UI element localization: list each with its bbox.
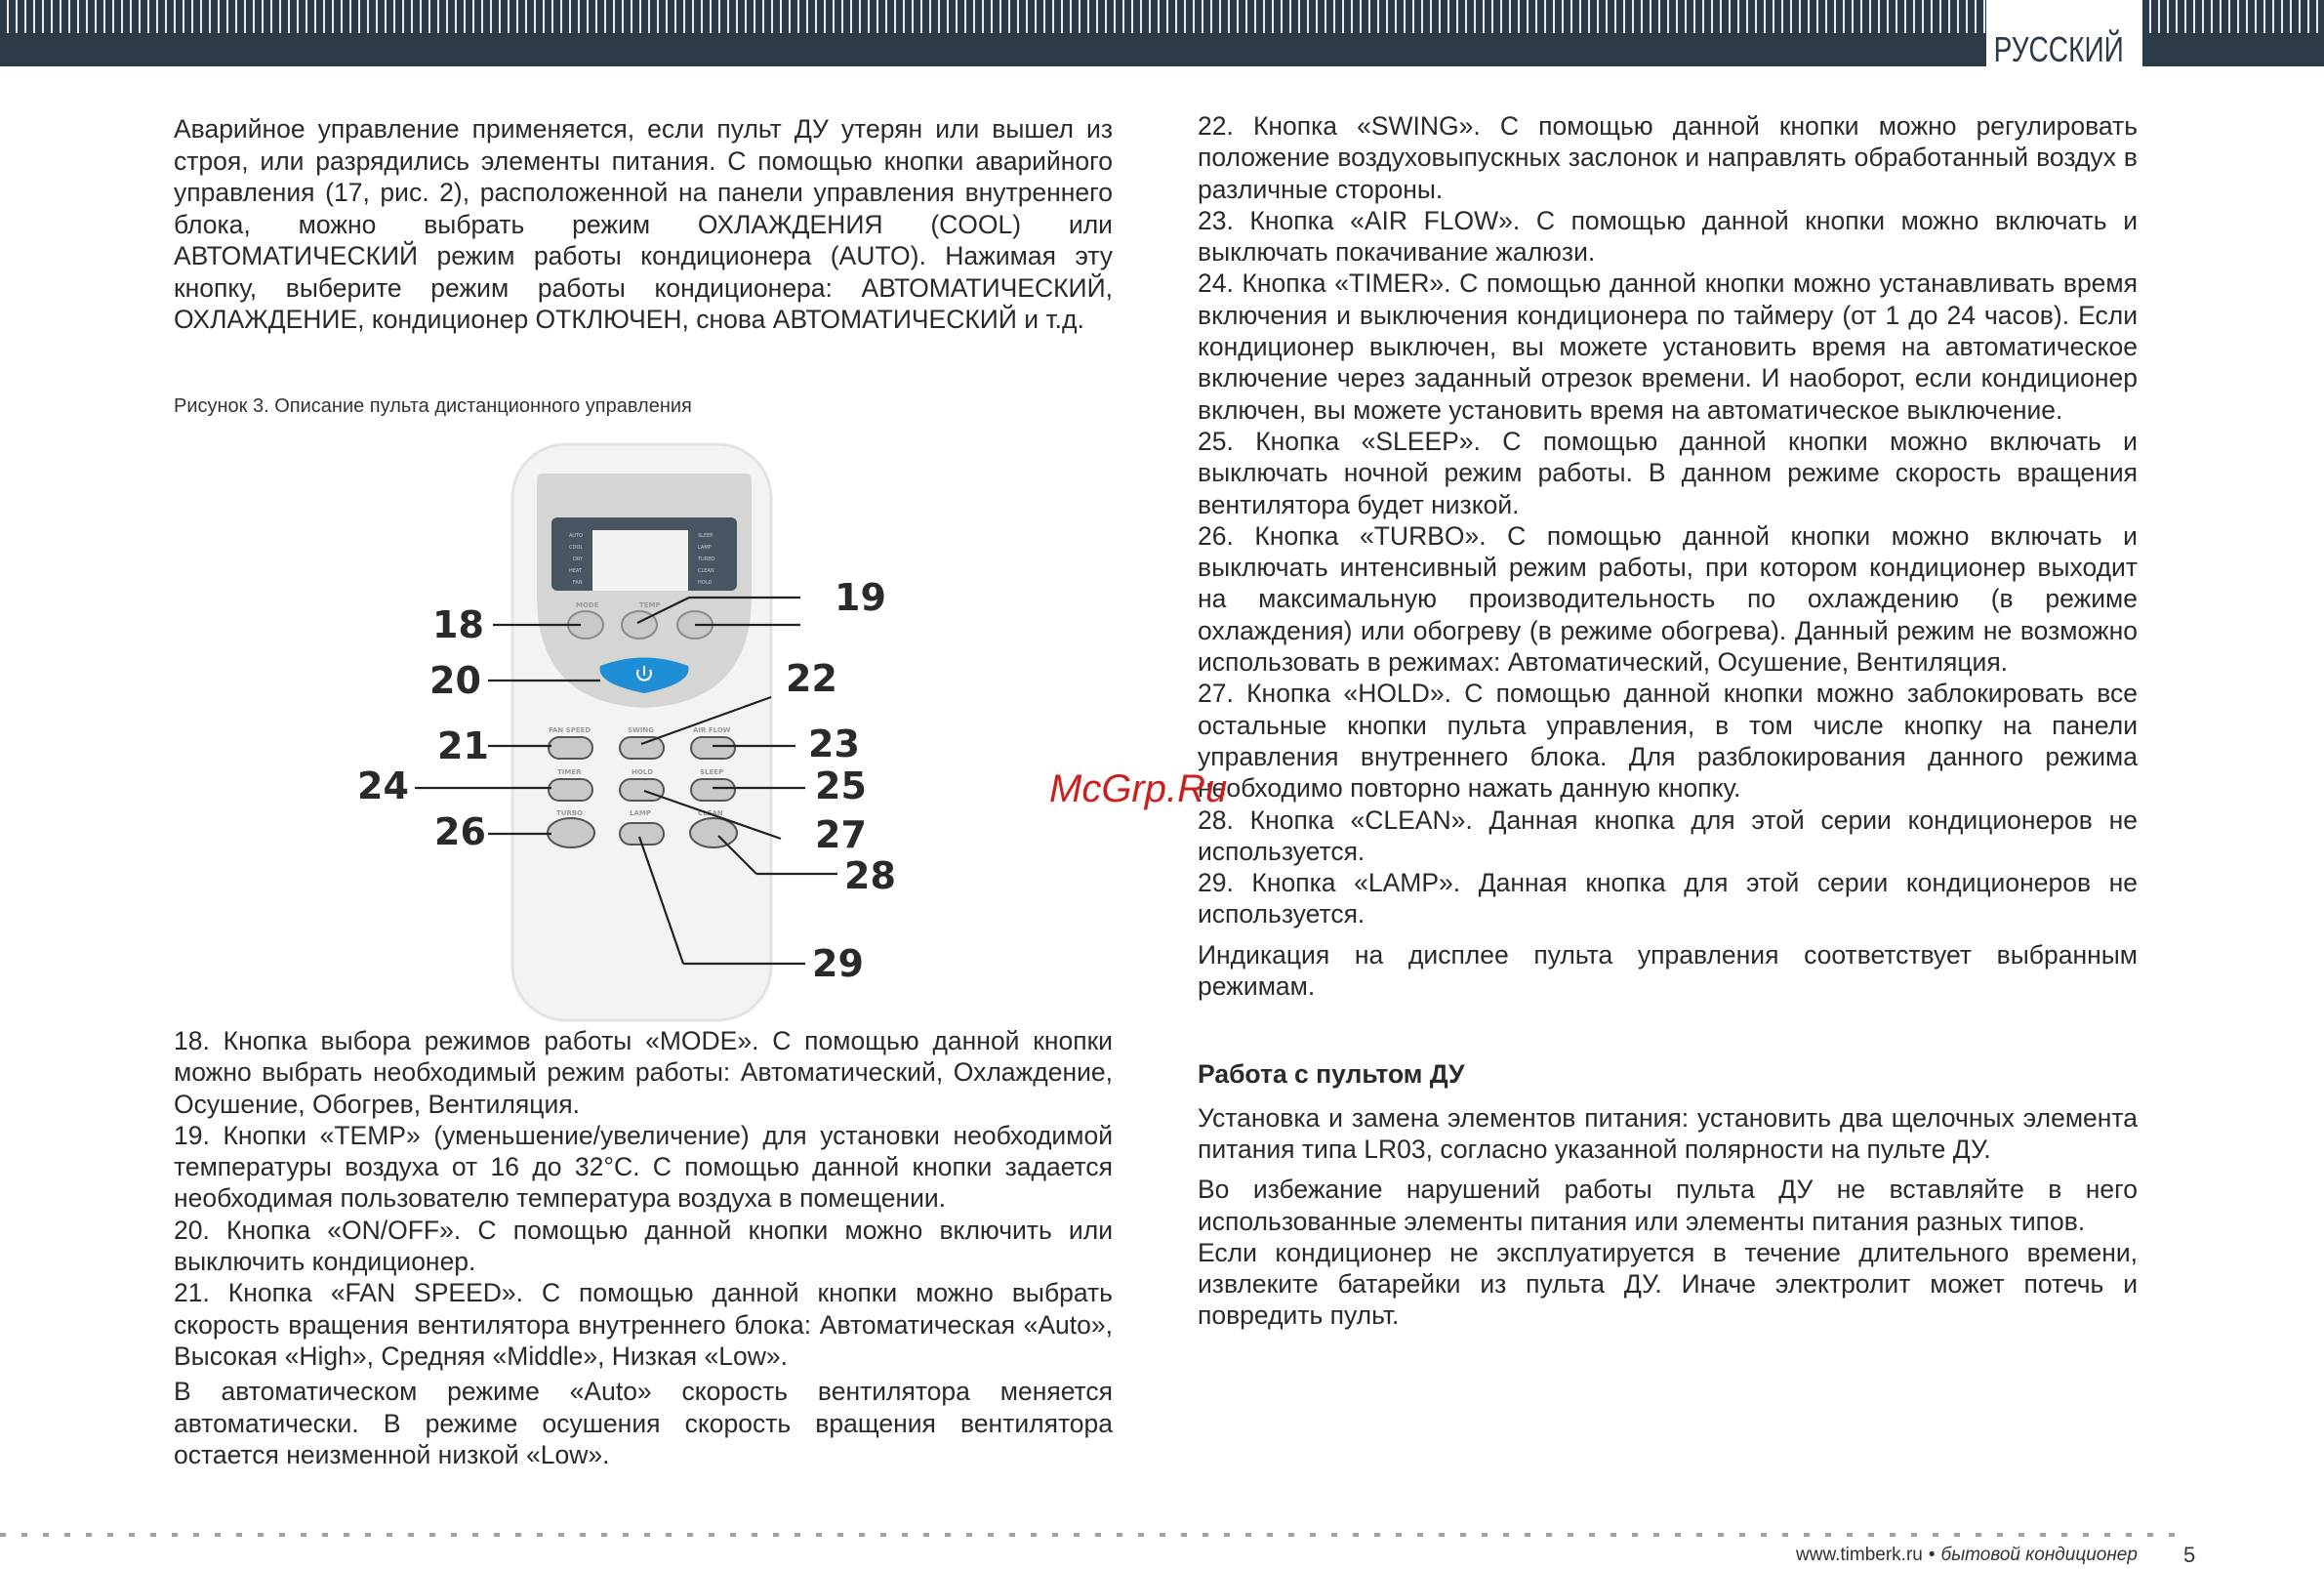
lcd-label: HOLD [698,580,713,586]
callout-25: 25 [815,764,867,807]
item-24: 24. Кнопка «TIMER». С помощью данной кнопки можно устанавливать время включения и выключения кондиционера по таймеру (от 1 до 24 часов). Если кондиционер выключен, вы можете установить время на автоматическое включение через заданный отрезок времени. И наоборот, если кондиционер включен, вы можете установить время на автоматическое выключение. [1198,268,2138,425]
turbo-button[interactable] [548,818,594,847]
remote-control-figure [342,439,927,1025]
storage-paragraph: Если кондиционер не эксплуатируется в течение длительного времени, извлеките батарейки из пульта ДУ. Иначе электролит может потечь и повредить пульт. [1198,1237,2138,1331]
callout-18: 18 [432,603,484,646]
callout-22: 22 [786,657,837,700]
watermark: McGrp.Ru [1049,767,1228,810]
fan-speed-button[interactable] [549,737,592,759]
item-18: 18. Кнопка выбора режимов работы «MODE». С помощью данной кнопки можно выбрать необходимый режим работы: Автоматический, Охлаждение, Осушение, Обогрев, Вентиляция. [174,1026,1113,1119]
timer-button[interactable] [549,779,592,801]
lcd-label: CLEAN [698,568,714,574]
section-title: Работа с пультом ДУ [1198,1059,1465,1090]
item-26: 26. Кнопка «TURBO». С помощью данной кнопки можно включать и выключать интенсивный режим работы, при котором кондиционер выходит на максимальную производительность по охлаждению (в режиме охлаждения) или обогреву (в режиме обогрева). Данный режим не возможно использовать в режимах: Автоматический, Осушение, Вентиляция. [1198,520,2138,678]
figure-caption: Рисунок 3. Описание пульта дистанционного управления [174,395,692,417]
callout-23: 23 [808,723,860,765]
air-flow-button[interactable] [691,737,735,759]
callout-28: 28 [844,854,896,897]
indication-note: Индикация на дисплее пульта управления соответствует выбранным режимам. [1198,939,2138,1002]
item-29: 29. Кнопка «LAMP». Данная кнопка для этой серии кондиционеров не используется. [1198,868,2138,929]
button-label-timer: TIMER [557,768,582,776]
clean-button[interactable] [690,818,737,847]
item-19: 19. Кнопки «TEMP» (уменьшение/увеличение) для установки необходимой температуры воздуха от 16 до 32°С. С помощью данной кнопки задается необходимая пользователю температура воздуха в помещении. [174,1120,1113,1214]
lcd-label: SLEEP [698,533,714,539]
button-label-air-flow: AIR FLOW [693,726,731,734]
intro-paragraph: Аварийное управление применяется, если пульт ДУ утерян или вышел из строя, или разрядились элементы питания. С помощью кнопки аварийного управления (17, рис. 2), расположенной на панели управления внутреннего блока, можно выбрать режим ОХЛАЖДЕНИЯ (COOL) или АВТОМАТИЧЕСКИЙ режим работы кондиционера (AUTO). Нажимая эту кнопку, выберите режим работы кондиционера: АВТОМАТИЧЕСКИЙ, ОХЛАЖДЕНИЕ, кондиционер ОТКЛЮЧЕН, снова АВТОМАТИЧЕСКИЙ и т.д. [174,114,1113,334]
item-20: 20. Кнопка «ON/OFF». С помощью данной кнопки можно включить или выключить кондиционер. [174,1215,1113,1277]
battery-paragraph: Установка и замена элементов питания: установить два щелочных элемента питания типа LR03, согласно указанной полярности на пульте ДУ. [1198,1102,2138,1164]
lcd-label: COOL [569,545,584,551]
button-label-clean: CLEAN [698,809,723,817]
button-label-mode: MODE [576,601,599,609]
header-band-right [2142,33,2324,66]
remote-illustration [342,439,927,1025]
button-label-swing: SWING [628,726,654,734]
button-label-temp: TEMP [639,601,661,609]
callout-24: 24 [357,764,409,807]
left-column [174,113,1113,336]
language-label: РУССКИЙ [1993,29,2124,69]
footer-tagline: бытовой кондиционер [1940,1545,2138,1565]
callout-19: 19 [835,576,886,619]
lcd-label: TURBO [698,557,715,562]
button-label-turbo: TURBO [556,809,584,817]
callout-29: 29 [812,942,864,985]
lcd-label: DRY [573,557,584,562]
header-stripes-right [2142,0,2324,33]
lcd-screen [592,530,688,591]
header-stripes-left [0,0,1986,33]
fan-auto-note: В автоматическом режиме «Auto» скорость вентилятора меняется автоматически. В режиме осушения скорость вращения вентилятора остается неизменной низкой «Low». [174,1377,1113,1469]
footer-separator: • [1928,1545,1936,1565]
item-25: 25. Кнопка «SLEEP». С помощью данной кнопки можно включать и выключать ночной режим работы. В данном режиме скорость вращения вентилятора будет низкой. [1198,426,2138,519]
swing-button[interactable] [620,737,664,759]
callout-21: 21 [437,724,489,767]
callout-27: 27 [815,813,867,856]
button-label-hold: HOLD [632,768,654,776]
item-28: 28. Кнопка «CLEAN». Данная кнопка для этой серии кондиционеров не используется. [1198,805,2138,866]
lcd-label: HEAT [569,568,583,574]
callout-26: 26 [434,810,486,853]
callout-20: 20 [429,659,481,702]
page-number: 5 [2183,1543,2196,1567]
button-label-lamp: LAMP [630,809,651,817]
item-21: 21. Кнопка «FAN SPEED». С помощью данной кнопки можно выбрать скорость вращения вентилятора внутреннего блока: Автоматическая «Auto», Высокая «High», Средняя «Middle», Низкая «Low». [174,1278,1113,1371]
lcd-label: LAMP [698,545,712,551]
button-label-fan-speed: FAN SPEED [549,726,591,734]
header-bar [0,0,2324,66]
lcd-label: FAN [573,580,583,586]
button-label-sleep: SLEEP [700,768,724,776]
footer-text [1796,1545,2138,1566]
hold-button[interactable] [620,779,664,801]
battery-warning-paragraph: Во избежание нарушений работы пульта ДУ не вставляйте в него использованные элементы питания или элементы питания разных типов. [1198,1175,2138,1236]
right-column [1198,110,2138,1332]
footer-url[interactable]: www.timberk.ru [1796,1545,1923,1565]
item-23: 23. Кнопка «AIR FLOW». С помощью данной кнопки можно включать и выключать покачивание жалюзи. [1198,205,2138,268]
footer-divider [0,1533,2186,1537]
lcd-label: AUTO [569,533,584,539]
sleep-button[interactable] [691,779,735,801]
item-22: 22. Кнопка «SWING». С помощью данной кнопки можно регулировать положение воздуховыпускных заслонок и направлять обработанный воздух в различные стороны. [1198,111,2138,204]
left-items [174,1025,1113,1470]
item-27: 27. Кнопка «HOLD». С помощью данной кнопки можно заблокировать все остальные кнопки пульта управления, в том числе кнопку на панели управления внутреннего блока. Для разблокирования данного режима необходимо повторно нажать данную кнопку. [1198,679,2138,804]
header-band-left [0,33,1986,66]
